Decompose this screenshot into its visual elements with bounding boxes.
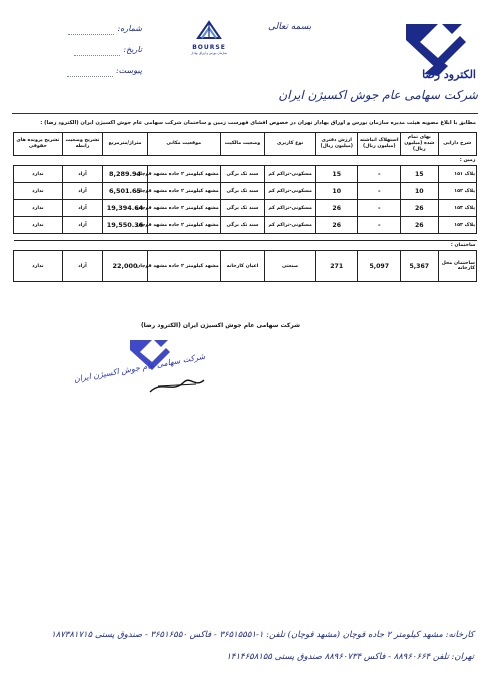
land-group-row — [14, 156, 477, 166]
column-header: ارزش دفتری (میلیون ریال) — [315, 133, 358, 156]
building-group-label: ساختمان : — [14, 241, 477, 251]
column-header: متراژ/مترمربع — [103, 133, 148, 156]
brand-name: الکترود رضا — [422, 68, 476, 81]
attachment-field: پیوست: — [62, 64, 142, 85]
table-row: پلاک ۱۵۳ 26 - 26 مسکونی-تراکم کم سند تک برگی مشهد کیلومتر ۲ جاده مشهد قوچان 19,394.64 آزاد ندارد — [14, 200, 477, 217]
column-header: نوع کاربری — [265, 133, 316, 156]
header-divider — [12, 113, 478, 114]
table-row: پلاک ۱۵۱ 15 - 15 مسکونی-تراکم کم سند تک برگی مشهد کیلومتر ۲ جاده مشهد قوچان 8,289.94 آزاد ندارد — [14, 166, 477, 183]
bourse-logo — [178, 20, 240, 55]
column-header: استهلاک انباشته (میلیون ریال) — [358, 133, 401, 156]
intro-text: مطابق با ابلاغ مصوبه هیئت مدیره سازمان بورس و اوراق بهادار تهران در خصوص افشای فهرست زمین و ساختمان شرکت سهامی عام جوش اکسیژن ایران (الکترود رضا) : — [40, 120, 476, 126]
building-group-row — [14, 241, 477, 251]
column-header: شرح دارایی — [438, 133, 476, 156]
footer-factory-address: کارخانه: مشهد کیلومتر ۲ جاده قوچان (مشهد قوچان) تلفن: ۱-۳۶۵۱۵۵۵۱ - فاکس ۳۶۵۱۶۵۵۰ - صندوق پستی ۱۸۷۳۸۱۷۱۵ — [51, 630, 474, 640]
assets-table — [13, 132, 477, 282]
number-field: شماره: — [62, 22, 142, 43]
table-row: پلاک ۱۵۲ 10 - 10 مسکونی-تراکم کم سند تک برگی مشهد کیلومتر ۲ جاده مشهد قوچان 6,501.65 آزاد ندارد — [14, 183, 477, 200]
table-row: ساختمان محل کارخانه 5,367 5,097 271 صنعتی اعیان کارخانه مشهد کیلومتر ۲ جاده مشهد قوچان 22,000 آزاد ندارد — [14, 251, 477, 282]
land-group-label: زمین : — [14, 156, 477, 166]
table-spacer — [14, 234, 477, 241]
footer-tehran-address: تهران: تلفن ۸۸۹۶۰۶۶۴ - فاکس ۸۸۹۶۰۷۳۴ صندوق پستی ۱۴۱۴۶۵۸۱۵۵ — [226, 652, 474, 662]
column-header: وضعیت مالکیت — [220, 133, 265, 156]
bourse-logo-sub: سازمان بورس و اوراق بهادار — [190, 51, 227, 55]
date-field: تاریخ: — [62, 43, 142, 64]
basmala: بسمه تعالی — [268, 22, 312, 32]
letter-fields — [62, 22, 142, 85]
signature-company-name: شرکت سهامی عام جوش اکسیژن ایران (الکترود رضا) — [140, 322, 300, 329]
column-header: موقعیت مکانی — [147, 133, 220, 156]
stamp-text: شرکت سهامی عام جوش اکسیژن ایران — [73, 351, 206, 384]
column-header: تشریح پرونده های حقوقی — [14, 133, 63, 156]
table-header-row — [14, 133, 477, 156]
bourse-logo-icon — [194, 20, 224, 40]
company-title: شرکت سهامی عام جوش اکسیژن ایران — [278, 88, 478, 102]
table-row: پلاک ۱۵۴ 26 - 26 مسکونی-تراکم کم سند تک برگی مشهد کیلومتر ۲ جاده مشهد قوچان 19,550.36 آزاد ندارد — [14, 217, 477, 234]
column-header: تشریح وضعیت رابطه — [62, 133, 103, 156]
column-header: بهای تمام شده (میلیون ریال) — [401, 133, 438, 156]
bourse-logo-text: BOURSE — [192, 44, 226, 51]
